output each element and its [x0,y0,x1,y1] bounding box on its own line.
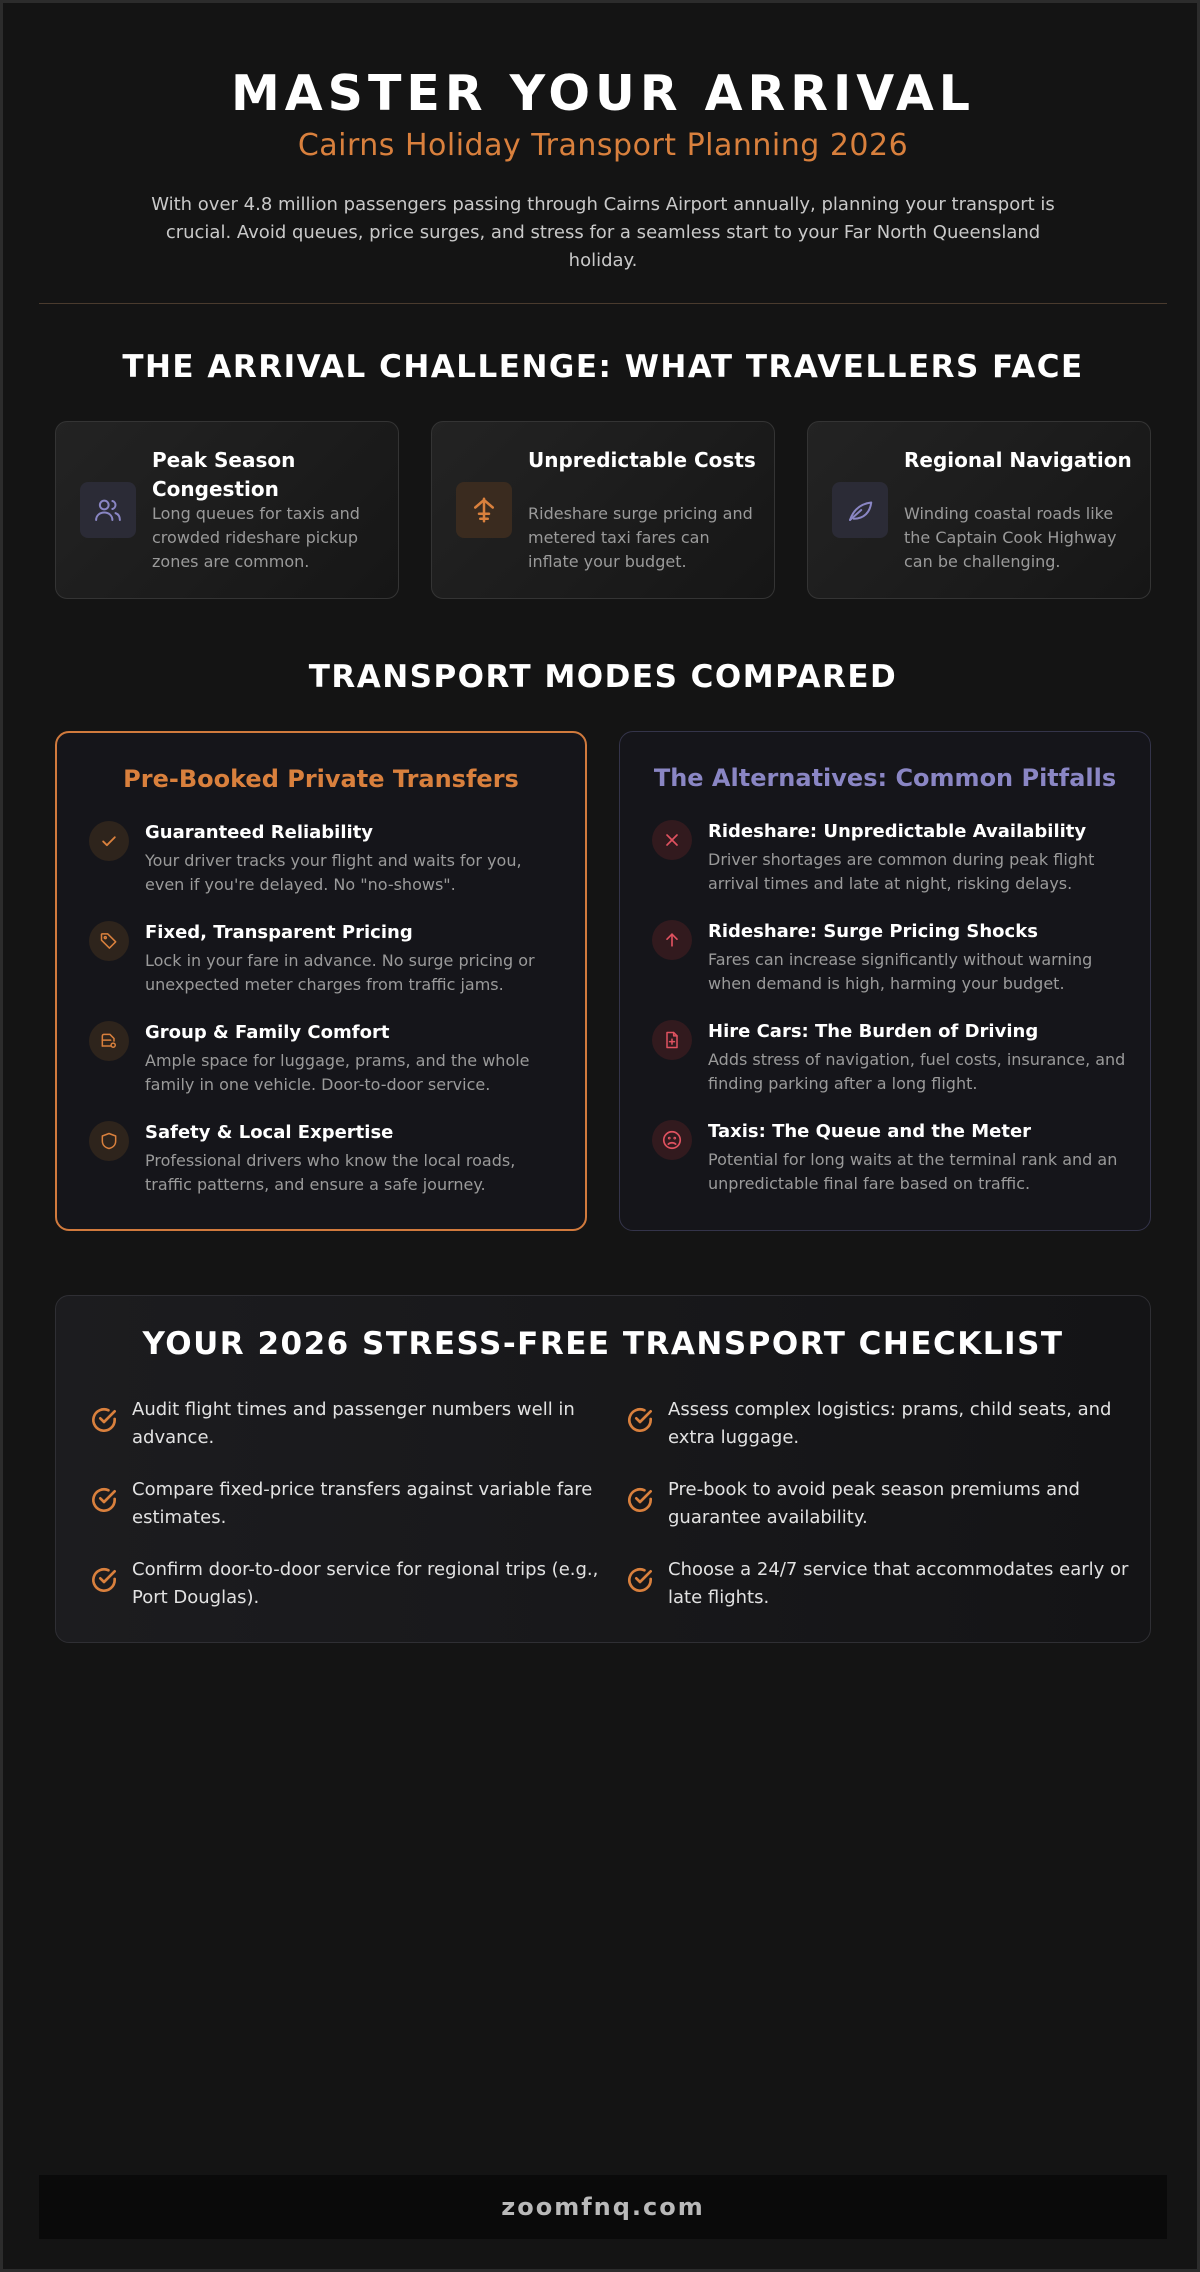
checklist-text: Compare fixed-price transfers against variable fare estimates. [132,1479,593,1528]
check-icon [89,821,129,861]
x-icon [652,820,692,860]
challenge-title: Unpredictable Costs [528,448,756,472]
challenge-card-navigation [807,421,1151,599]
item-title: Safety & Local Expertise [145,1122,394,1143]
item-title: Fixed, Transparent Pricing [145,922,413,943]
users-icon [80,482,136,538]
challenge-card-congestion [55,421,399,599]
item-desc: Professional drivers who know the local roads, traffic patterns, and ensure a safe journey. [145,1151,516,1194]
document-icon [652,1020,692,1060]
checklist-text: Audit flight times and passenger numbers well in advance. [132,1399,575,1448]
challenges-heading: THE ARRIVAL CHALLENGE: WHAT TRAVELLERS FACE [122,349,1084,385]
check-circle-icon [624,1404,656,1436]
shield-icon [89,1121,129,1161]
check-circle-icon [88,1404,120,1436]
item-title: Hire Cars: The Burden of Driving [708,1021,1039,1042]
item-desc: Driver shortages are common during peak flight arrival times and late at night, risking delays. [708,850,1095,893]
item-desc: Potential for long waits at the terminal rank and an unpredictable final fare based on traffic. [708,1150,1118,1193]
item-desc: Fares can increase significantly without warning when demand is high, harming your budget. [708,950,1093,993]
checklist-text: Confirm door-to-door service for regional trips (e.g., Port Douglas). [132,1559,599,1608]
checklist-text: Assess complex logistics: prams, child seats, and extra luggage. [668,1399,1112,1448]
check-circle-icon [624,1484,656,1516]
page-subtitle: Cairns Holiday Transport Planning 2026 [297,128,909,163]
arrow-up-icon [652,920,692,960]
transport-checklist [55,1295,1151,1643]
private-transfers-card [55,731,587,1231]
item-title: Rideshare: Surge Pricing Shocks [708,921,1038,942]
item-title: Rideshare: Unpredictable Availability [708,821,1087,842]
modes-heading: TRANSPORT MODES COMPARED [308,659,898,695]
alternatives-card [619,731,1151,1231]
tag-icon [89,921,129,961]
challenge-title: Regional Navigation [904,448,1132,472]
item-desc: Adds stress of navigation, fuel costs, insurance, and finding parking after a long flight. [708,1050,1126,1093]
checklist-text: Pre-book to avoid peak season premiums and guarantee availability. [668,1479,1080,1528]
vehicle-icon [89,1021,129,1061]
challenge-title: Peak Season Congestion [152,448,296,501]
intro-text: With over 4.8 million passengers passing through Cairns Airport annually, planning your transport is crucial. Avoid queues, price surges, and stress for a seamless start to your Far North Queensland holiday. [151,194,1055,271]
challenge-desc: Rideshare surge pricing and metered taxi fares can inflate your budget. [528,504,753,571]
price-surge-icon [456,482,512,538]
page-title: MASTER YOUR ARRIVAL [231,65,975,122]
check-circle-icon [88,1484,120,1516]
item-title: Group & Family Comfort [145,1022,390,1043]
check-circle-icon [88,1564,120,1596]
item-desc: Lock in your fare in advance. No surge pricing or unexpected meter charges from traffic jams. [145,951,535,994]
check-circle-icon [624,1564,656,1596]
challenge-desc: Long queues for taxis and crowded rideshare pickup zones are common. [152,504,360,571]
private-transfers-title: Pre-Booked Private Transfers [123,765,519,793]
header [3,63,1200,275]
frown-icon [652,1120,692,1160]
footer-domain-link[interactable]: zoomfnq.com [39,2175,1167,2239]
leaf-icon [832,482,888,538]
header-divider [39,303,1167,304]
challenge-card-costs [431,421,775,599]
checklist-heading: YOUR 2026 STRESS-FREE TRANSPORT CHECKLIST [142,1326,1064,1362]
item-title: Taxis: The Queue and the Meter [708,1121,1032,1142]
checklist-text: Choose a 24/7 service that accommodates early or late flights. [668,1559,1129,1608]
item-title: Guaranteed Reliability [145,822,374,843]
item-desc: Your driver tracks your flight and waits for you, even if you're delayed. No "no-shows". [145,851,522,894]
challenge-desc: Winding coastal roads like the Captain Cook Highway can be challenging. [904,504,1117,571]
item-desc: Ample space for luggage, prams, and the whole family in one vehicle. Door-to-door service. [145,1051,530,1094]
alternatives-title: The Alternatives: Common Pitfalls [653,764,1117,792]
